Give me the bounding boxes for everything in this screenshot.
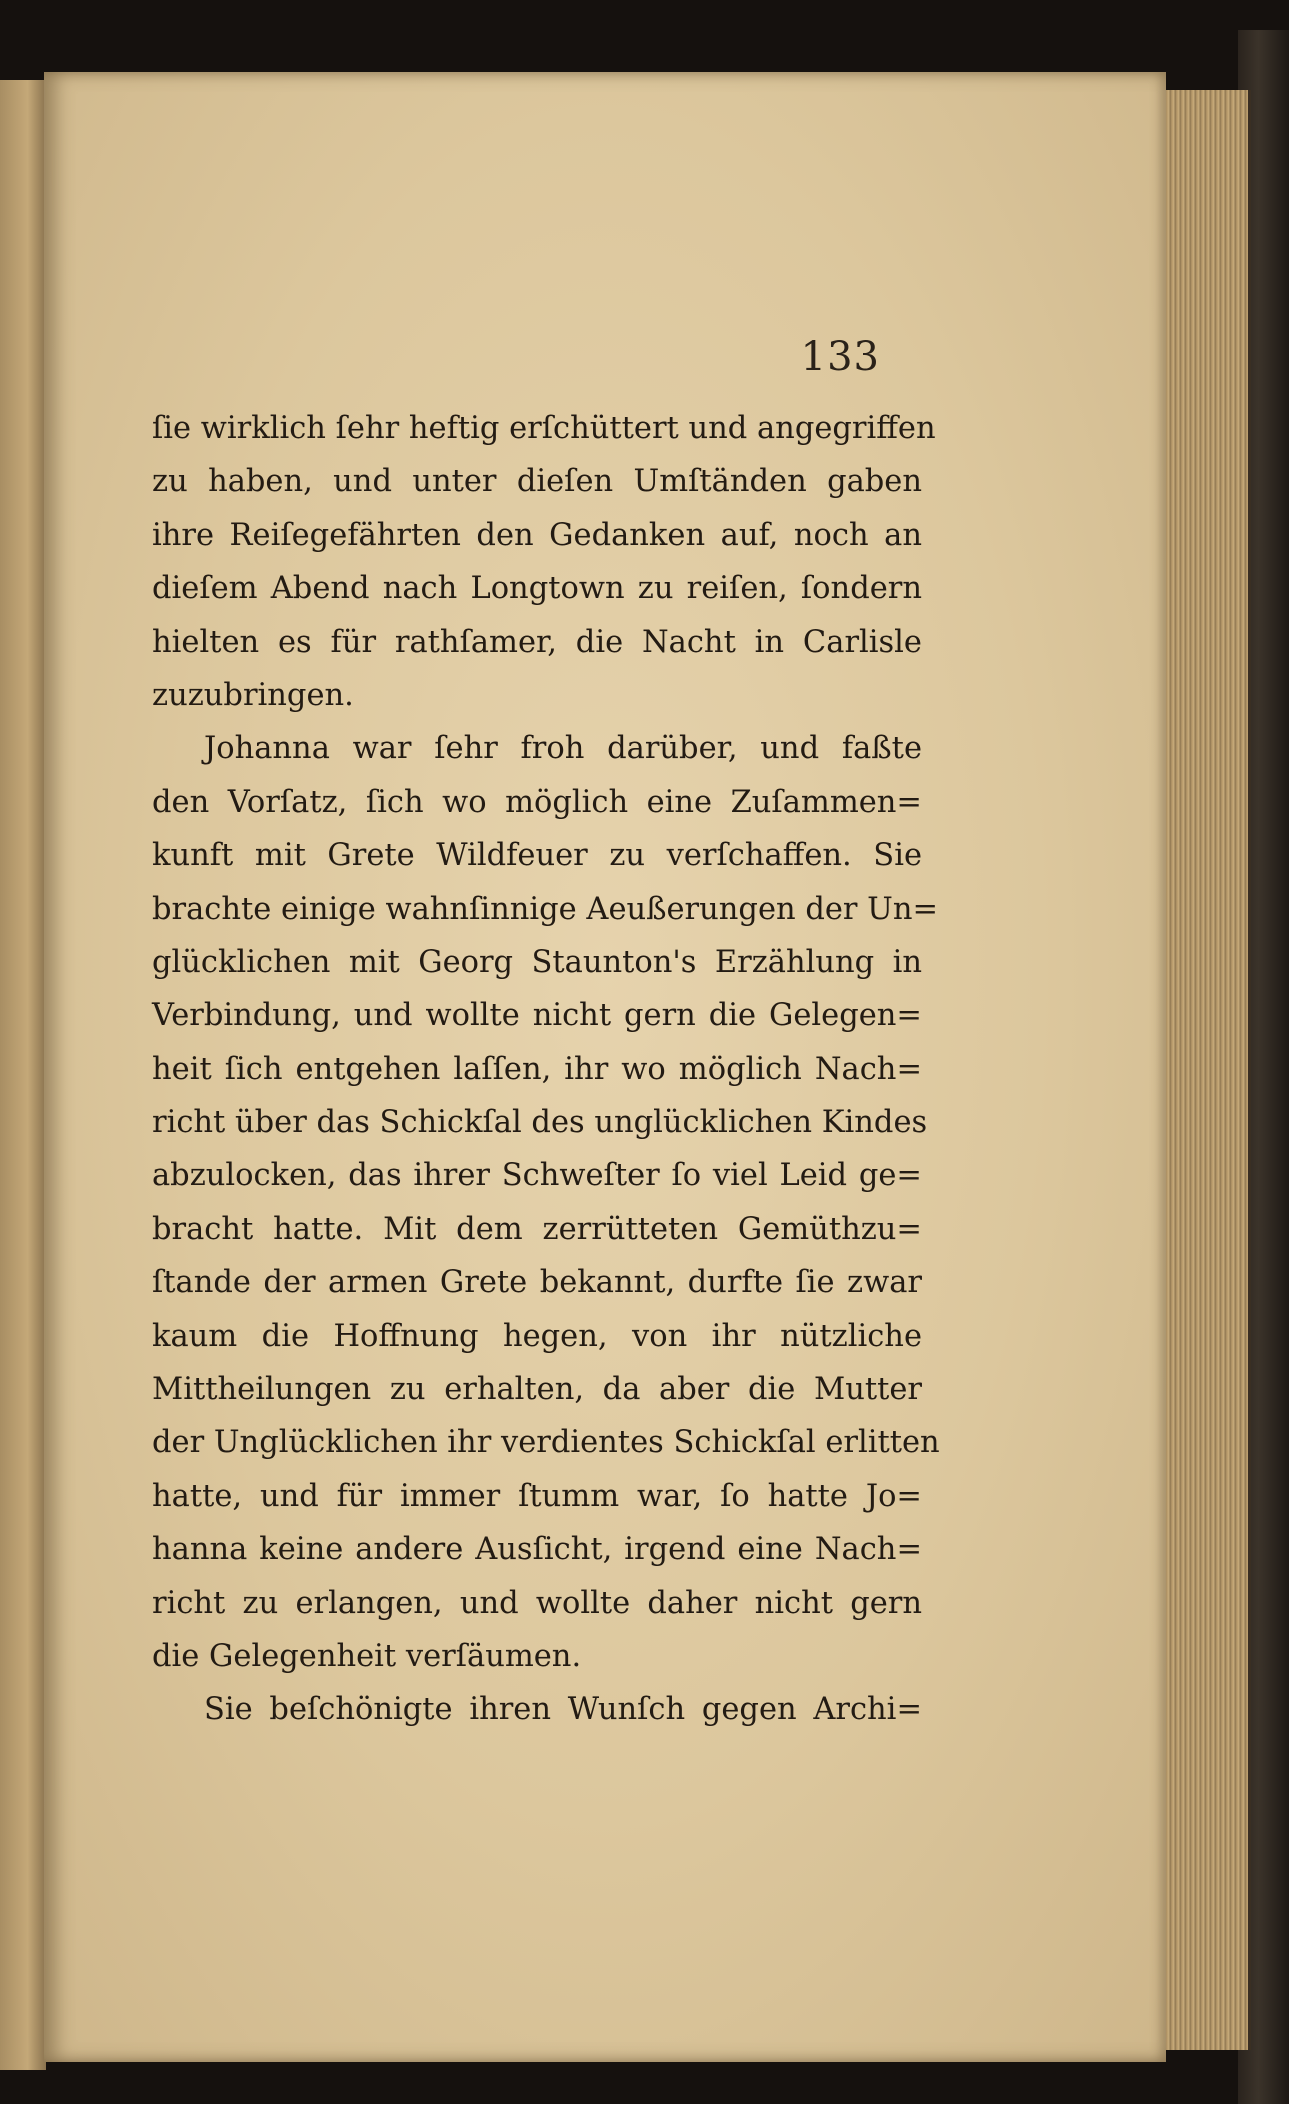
text-line: kaum die Hoffnung hegen, von ihr nützliche (152, 1318, 922, 1354)
facing-page-edge (0, 80, 46, 2070)
text-line: Johanna war ſehr froh darüber, und faßte (204, 731, 922, 767)
text-line: hanna keine andere Ausſicht, irgend eine Nach= (152, 1532, 922, 1568)
text-line: ihre Reiſegefährten den Gedanken auf, noch an (152, 517, 922, 553)
text-block (152, 402, 940, 1737)
text-line: Verbindung, und wollte nicht gern die Gelegen= (152, 998, 922, 1034)
paragraph (152, 402, 936, 722)
text-line: heit ſich entgehen laſſen, ihr wo möglich Nach= (152, 1051, 922, 1087)
text-line: zuzubringen. (152, 677, 354, 713)
text-line: brachte einige wahnſinnige Aeußerungen der Un= (152, 891, 939, 927)
text-line: abzulocken, das ihrer Schweſter ſo viel Leid ge= (152, 1158, 922, 1194)
text-line: ſie wirklich ſehr heftig erſchüttert und angegriffen (152, 411, 936, 446)
text-line: Mittheilungen zu erhalten, da aber die Mutter (152, 1372, 922, 1408)
text-line: den Vorſatz, ſich wo möglich eine Zuſammen= (152, 784, 922, 820)
text-line: kunft mit Grete Wildfeuer zu verſchaffen. Sie (152, 838, 922, 874)
text-line: hielten es für rathſamer, die Nacht in Carlisle (152, 624, 922, 660)
text-line: hatte, und für immer ſtumm war, ſo hatte Jo= (152, 1478, 922, 1514)
text-line: Sie beſchönigte ihren Wunſch gegen Archi= (204, 1692, 922, 1728)
book-page (44, 72, 1166, 2062)
paragraph (152, 1683, 922, 1736)
text-line: glücklichen mit Georg Staunton's Erzählung in (152, 944, 922, 980)
text-line: der Unglücklichen ihr verdientes Schickſal erlitten (152, 1425, 940, 1461)
text-line: zu haben, und unter dieſen Umſtänden gaben (152, 464, 922, 500)
page-number: 133 (800, 334, 880, 380)
paragraph (152, 722, 940, 1683)
text-line: ſtande der armen Grete bekannt, durfte ſie zwar (152, 1265, 922, 1301)
text-line: dieſem Abend nach Longtown zu reiſen, ſondern (152, 571, 922, 607)
text-line: richt über das Schickſal des unglücklichen Kindes (152, 1105, 928, 1141)
text-line: richt zu erlangen, und wollte daher nicht gern (152, 1585, 922, 1621)
text-line: bracht hatte. Mit dem zerrütteten Gemüthzu= (152, 1211, 922, 1247)
page-stack-edges (1160, 90, 1251, 2050)
text-line: die Gelegenheit verſäumen. (152, 1638, 582, 1674)
